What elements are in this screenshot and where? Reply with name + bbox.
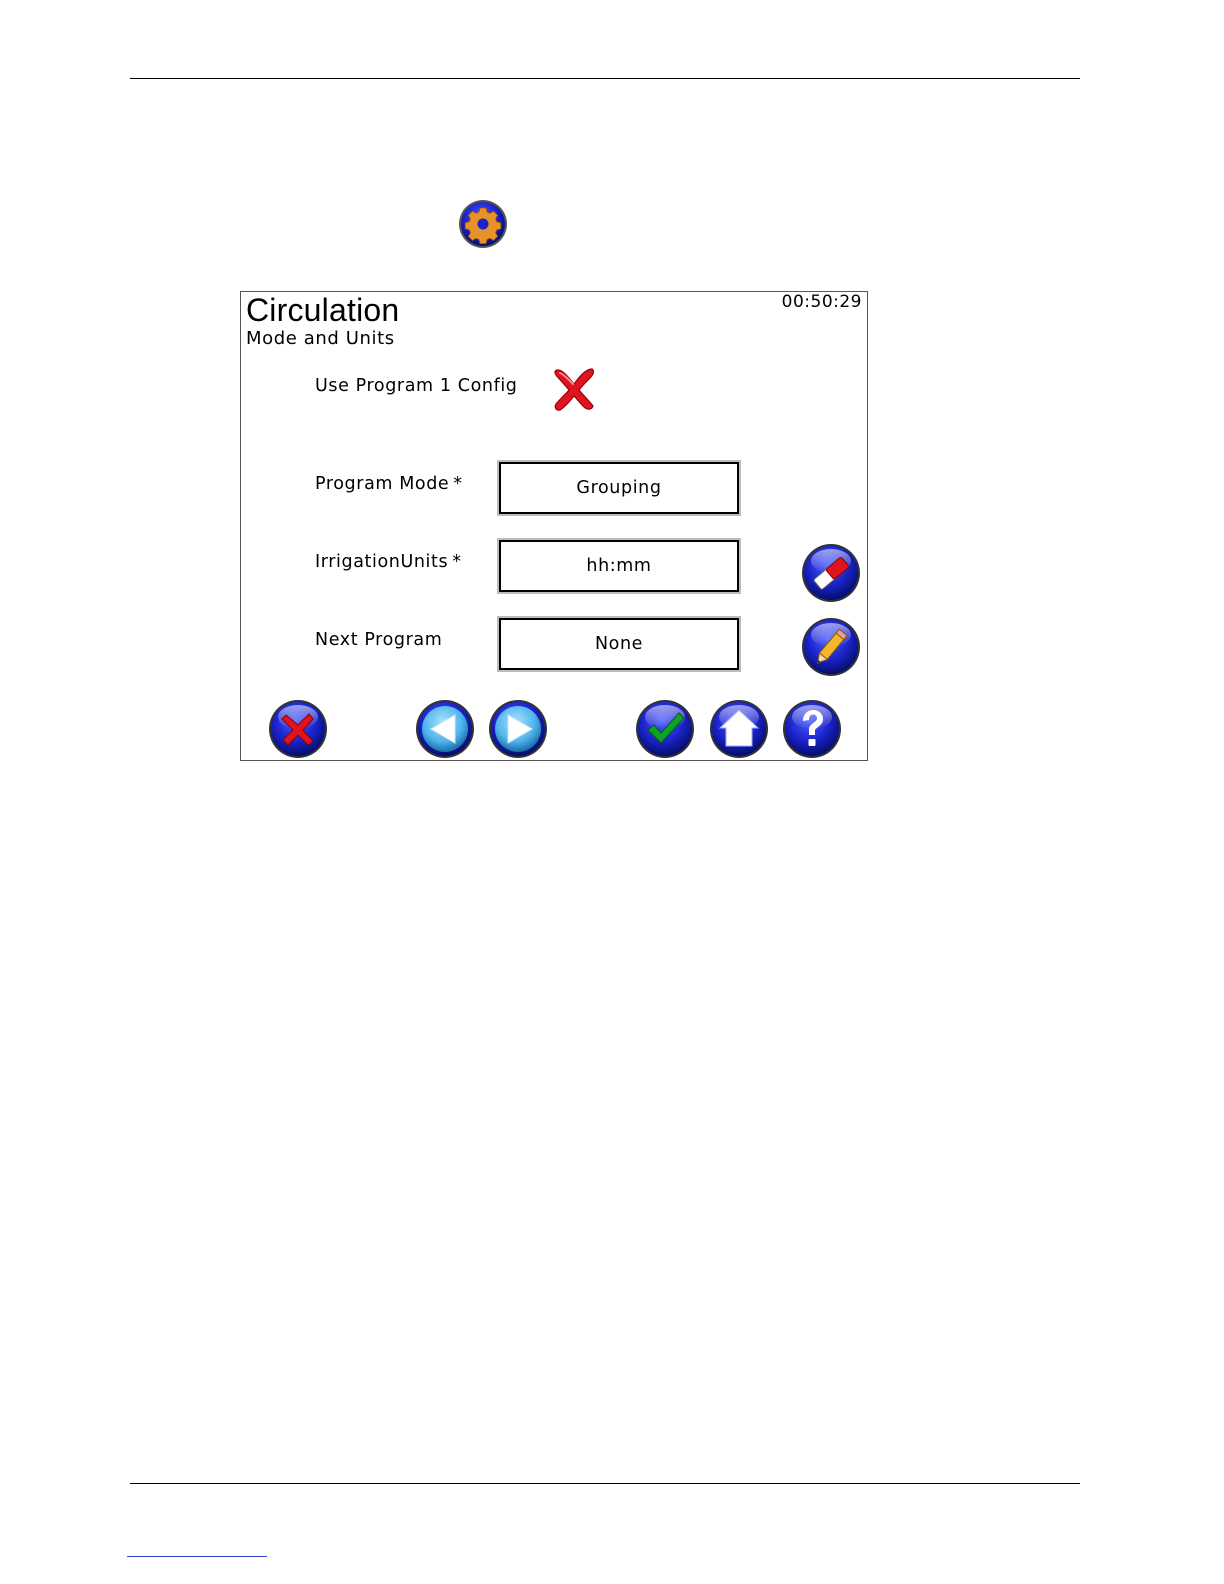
cancel-button[interactable] [268,699,328,759]
page-title: Circulation [246,292,400,328]
clock: 00:50:29 [781,292,862,312]
irrigation-units-field[interactable]: hh:mm [499,540,739,592]
red-x-icon[interactable] [551,366,597,412]
footer-rule [130,1483,1080,1484]
device-screen [240,291,868,761]
checkmark-icon [635,699,695,759]
header-rule [130,78,1080,79]
eraser-icon [801,543,861,603]
edit-button[interactable] [801,617,861,677]
footer-link-underline[interactable] [127,1556,267,1557]
erase-button[interactable] [801,543,861,603]
arrow-left-icon [415,699,475,759]
help-icon [782,699,842,759]
irrigation-units-label: IrrigationUnits * [315,552,462,572]
home-button[interactable] [709,699,769,759]
help-button[interactable] [782,699,842,759]
next-button[interactable] [488,699,548,759]
program-mode-field[interactable]: Grouping [499,462,739,514]
cancel-icon [268,699,328,759]
previous-button[interactable] [415,699,475,759]
gear-icon [458,199,508,249]
page-subtitle: Mode and Units [246,328,395,349]
home-icon [709,699,769,759]
use-program-config-label: Use Program 1 Config [315,376,518,396]
program-mode-label: Program Mode * [315,474,463,494]
next-program-field[interactable]: None [499,618,739,670]
pencil-icon [801,617,861,677]
confirm-button[interactable] [635,699,695,759]
arrow-right-icon [488,699,548,759]
next-program-label: Next Program [315,630,443,650]
